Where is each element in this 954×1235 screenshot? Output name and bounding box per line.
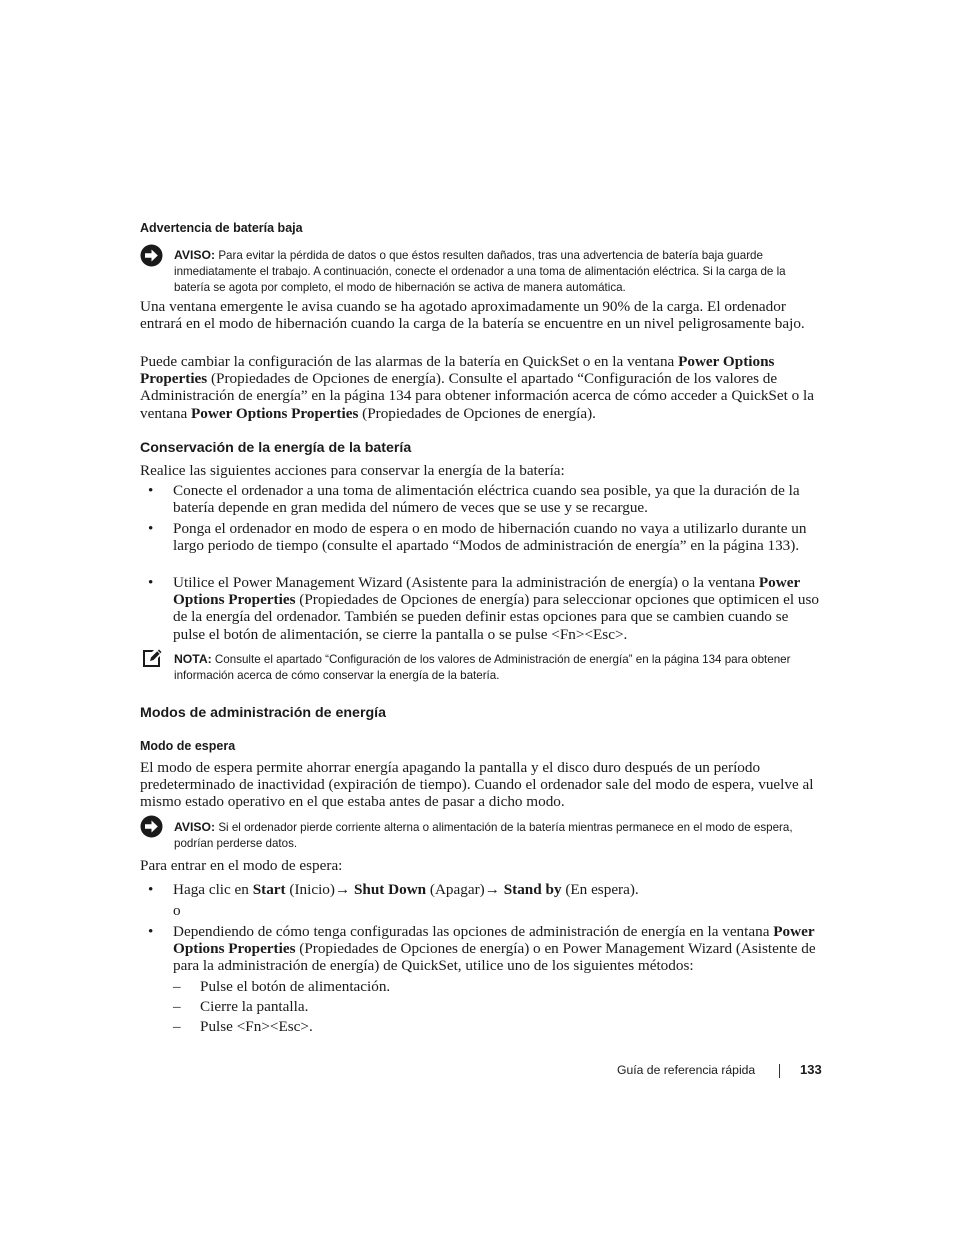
ui-term: Start xyxy=(252,881,286,898)
bullet: • xyxy=(148,923,154,940)
bullet: • xyxy=(148,520,154,537)
section-heading-low-battery: Advertencia de batería baja xyxy=(140,221,303,235)
notice-text: Si el ordenador pierde corriente alterna o alimentación de la batería mientras permanece en el modo de espera, podrían perderse datos. xyxy=(174,821,793,851)
notice-label: AVISO: xyxy=(174,820,216,834)
ui-term: Shut Down xyxy=(350,881,427,898)
dash-item: – Cierre la pantalla. xyxy=(173,998,309,1015)
paragraph: Una ventana emergente le avisa cuando se ha agotado aproximadamente un 90% de la carga. El ordenador entrará en el modo de hibernación cuando la carga de la batería se encuentre en un nivel peligrosamente bajo. xyxy=(140,298,805,333)
paragraph: Puede cambiar la configuración de las alarmas de la batería en QuickSet o en la ventana Power Options Properties (Propiedades de Opciones de energía). Consulte el apartado “Configuración de los valores de Administración de energía” en la página 134 para obtener información acerca de cómo acceder a QuickSet o la ventana Power Options Properties (Propiedades de Opciones de energía). xyxy=(140,353,814,422)
arrow-glyph: → xyxy=(334,881,351,898)
subheading-standby: Modo de espera xyxy=(140,739,236,753)
bullet: • xyxy=(148,881,154,898)
list-item: • Dependiendo de cómo tenga configuradas las opciones de administración de energía en la ventana Power Options Properties (Propiedades de Opciones de energía) o en Power Management Wizard (Asistente de para la administración de energía) de QuickSet, utilice uno de los siguientes métodos: xyxy=(148,923,816,975)
list-item: • Haga clic en Start (Inicio)→ Shut Down (Apagar)→ Stand by (En espera). xyxy=(148,881,639,898)
paragraph: El modo de espera permite ahorrar energía apagando la pantalla y el disco duro después de un período predeterminado de inactividad (expiración de tiempo). Cuando el ordenador sale del modo de espera, vuelve al mismo estado operativo en el que estaba antes de pasar a dicho modo. xyxy=(140,759,814,811)
note-pencil-icon xyxy=(142,648,162,668)
notice-box xyxy=(174,247,819,297)
list-item: • Conecte el ordenador a una toma de alimentación eléctrica cuando sea posible, ya que la duración de la batería depende en gran medida del número de veces que se use y se recargue. xyxy=(148,482,800,517)
bullet: • xyxy=(148,574,154,591)
notice-label: AVISO: xyxy=(174,248,216,262)
dash-item: – Pulse el botón de alimentación. xyxy=(173,978,391,995)
notice-arrow-icon xyxy=(140,815,163,838)
footer-separator xyxy=(779,1064,780,1078)
list-item: • Ponga el ordenador en modo de espera o en modo de hibernación cuando no vaya a utilizarlo durante un largo periodo de tiempo (consulte el apartado “Modos de administración de energía” en la página 133). xyxy=(148,520,807,555)
paragraph: Para entrar en el modo de espera: xyxy=(140,857,343,874)
or-separator: o xyxy=(173,902,181,919)
page-number: 133 xyxy=(800,1062,822,1077)
list-item: • Utilice el Power Management Wizard (Asistente para la administración de energía) o la ventana Power Options Properties (Propiedades de Opciones de energía) para seleccionar opciones que optimicen el uso de la energía del ordenador. También se pueden definir estas opciones para que se cambien cuando se pulse el botón de alimentación, se cierre la pantalla o se pulse <Fn><Esc>. xyxy=(148,574,819,643)
ui-term: Power Options Properties xyxy=(140,353,775,388)
ui-term: Stand by xyxy=(499,881,562,898)
dash-item: – Pulse <Fn><Esc>. xyxy=(173,1018,313,1035)
note-label: NOTA: xyxy=(174,652,212,666)
arrow-glyph: → xyxy=(484,881,500,898)
section-heading-conservation: Conservación de la energía de la batería xyxy=(140,440,412,456)
note-text: Consulte el apartado “Configuración de los valores de Administración de energía” en la página 134 para obtener información acerca de cómo conservar la energía de la batería. xyxy=(174,653,791,683)
notice-text: Para evitar la pérdida de datos o que éstos resulten dañados, tras una advertencia de batería baja guarde inmediatamente el trabajo. A continuación, conecte el ordenador a una toma de alimentación eléctrica. Si la carga de la batería se agota por completo, el modo de hibernación se activa de manera automática. xyxy=(174,249,786,295)
paragraph: Realice las siguientes acciones para conservar la energía de la batería: xyxy=(140,462,565,479)
section-heading-power-modes: Modos de administración de energía xyxy=(140,705,386,721)
ui-term: Power Options Properties xyxy=(173,923,815,958)
note-box xyxy=(174,651,819,684)
bullet: • xyxy=(148,482,154,499)
ui-term: Power Options Properties xyxy=(191,404,359,422)
ui-term: Power Options Properties xyxy=(173,574,800,609)
notice-box xyxy=(174,819,819,852)
footer-title: Guía de referencia rápida xyxy=(617,1063,756,1077)
notice-arrow-icon xyxy=(140,244,163,267)
